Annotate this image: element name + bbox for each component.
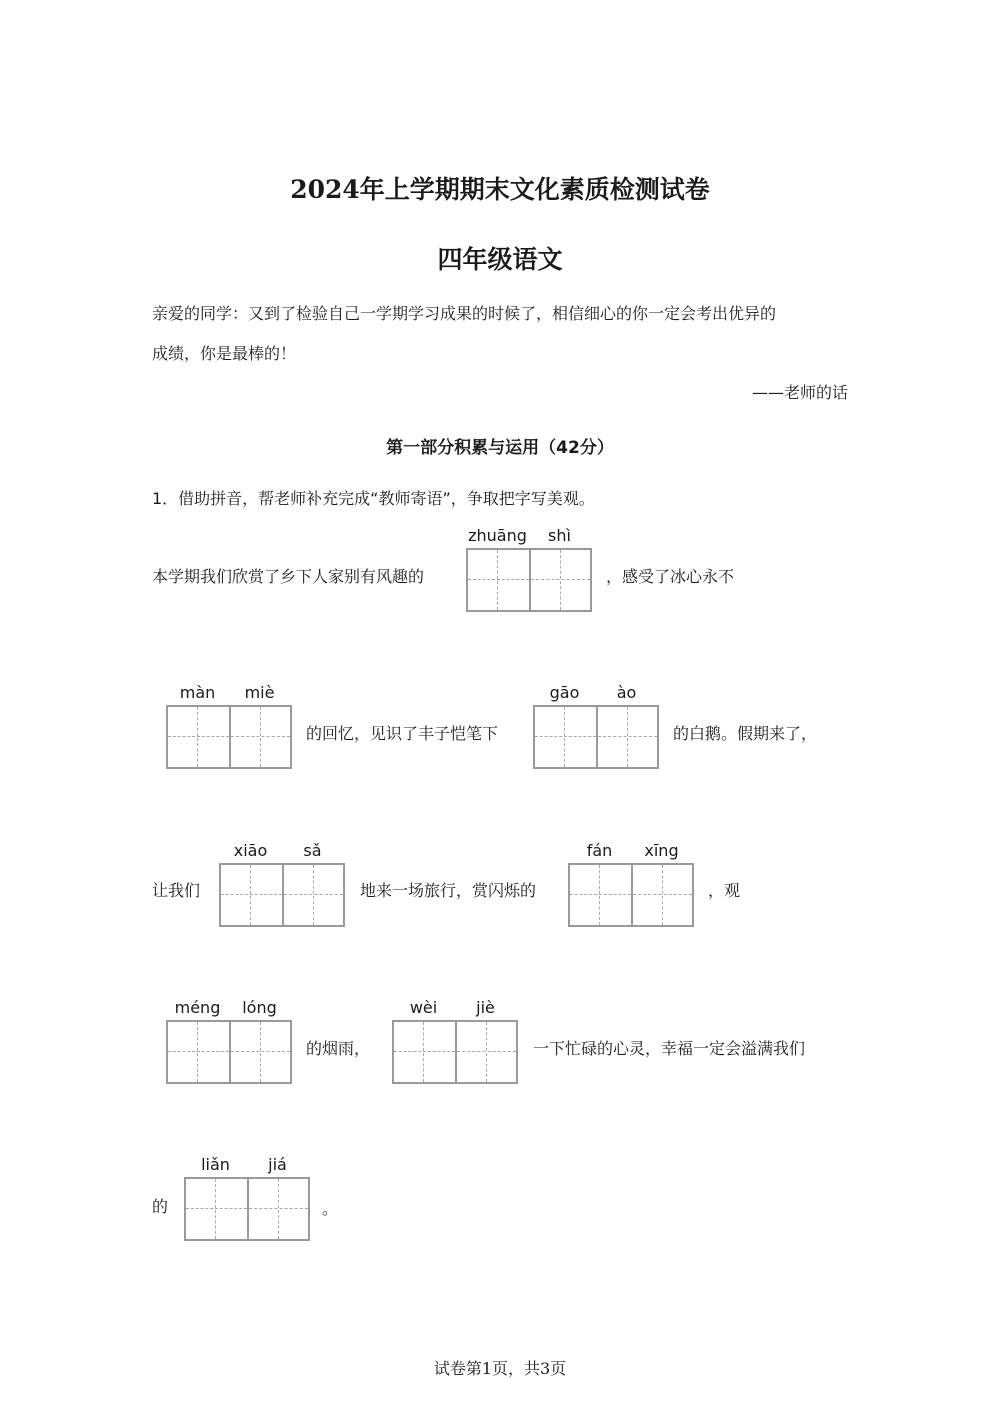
- writing-cell[interactable]: [186, 1179, 247, 1239]
- pinyin-label: gāo: [549, 683, 580, 702]
- q1-text-10: 的: [152, 1197, 169, 1216]
- writing-cell[interactable]: [596, 707, 657, 767]
- pinyin-label: liǎn: [201, 1155, 230, 1174]
- q1-text-9: 一下忙碌的心灵，幸福一定会溢满我们: [533, 1039, 806, 1058]
- writing-cell[interactable]: [570, 865, 631, 925]
- intro-line-2: 成绩，你是最棒的！: [152, 344, 297, 363]
- teacher-signature: ——老师的话: [751, 383, 848, 402]
- q1-text-7: ，观: [708, 881, 741, 900]
- q1-text-11: 。: [322, 1199, 339, 1218]
- writing-cell[interactable]: [468, 550, 529, 610]
- writing-cell[interactable]: [282, 865, 343, 925]
- writing-grid-zhuangshi[interactable]: [466, 548, 592, 612]
- q1-text-3: 的回忆，见识了丰子恺笔下: [306, 724, 499, 743]
- pinyin-label: xīng: [644, 841, 679, 860]
- page-footer: 试卷第1页，共3页: [433, 1359, 567, 1378]
- pinyin-label: zhuāng: [468, 526, 527, 545]
- pinyin-label: xiāo: [233, 841, 268, 860]
- writing-cell[interactable]: [535, 707, 596, 767]
- pinyin-label: fán: [586, 841, 613, 860]
- writing-cell[interactable]: [168, 707, 229, 767]
- q1-text-1: 本学期我们欣赏了乡下人家别有风趣的: [152, 567, 425, 586]
- pinyin-label: jiè: [476, 998, 495, 1017]
- writing-grid-manmie[interactable]: [166, 705, 292, 769]
- exam-title: 2024年上学期期末文化素质检测试卷: [290, 175, 710, 204]
- writing-cell[interactable]: [394, 1022, 455, 1082]
- q1-text-6: 地来一场旅行，赏闪烁的: [360, 881, 537, 900]
- writing-grid-xiaosa[interactable]: [219, 863, 345, 927]
- intro-line-1: 亲爱的同学：又到了检验自己一学期学习成果的时候了，相信细心的你一定会考出优异的: [152, 304, 777, 323]
- pinyin-label: wèi: [409, 998, 438, 1017]
- pinyin-label: shì: [548, 526, 571, 545]
- q1-text-2: ，感受了冰心永不: [606, 567, 735, 586]
- exam-subtitle: 四年级语文: [437, 245, 563, 274]
- q1-text-8: 的烟雨，: [306, 1039, 371, 1058]
- pinyin-label: jiá: [268, 1155, 287, 1174]
- pinyin-label: ào: [616, 683, 637, 702]
- writing-grid-menglong[interactable]: [166, 1020, 292, 1084]
- writing-cell[interactable]: [529, 550, 590, 610]
- pinyin-label: màn: [179, 683, 216, 702]
- pinyin-label: méng: [174, 998, 221, 1017]
- writing-grid-lianjia[interactable]: [184, 1177, 310, 1241]
- section-title: 第一部分积累与运用（42分）: [386, 438, 614, 458]
- writing-grid-weijie[interactable]: [392, 1020, 518, 1084]
- writing-grid-fanxing[interactable]: [568, 863, 694, 927]
- writing-cell[interactable]: [229, 1022, 290, 1082]
- pinyin-label: lóng: [242, 998, 277, 1017]
- writing-cell[interactable]: [247, 1179, 308, 1239]
- writing-cell[interactable]: [168, 1022, 229, 1082]
- writing-grid-gaoao[interactable]: [533, 705, 659, 769]
- pinyin-label: sǎ: [303, 841, 322, 860]
- writing-cell[interactable]: [631, 865, 692, 925]
- writing-cell[interactable]: [221, 865, 282, 925]
- q1-text-4: 的白鹅。假期来了，: [673, 724, 818, 743]
- question-1-prompt: 1．借助拼音，帮老师补充完成“教师寄语”，争取把字写美观。: [152, 489, 595, 508]
- pinyin-label: miè: [244, 683, 275, 702]
- writing-cell[interactable]: [229, 707, 290, 767]
- q1-text-5: 让我们: [152, 881, 201, 900]
- writing-cell[interactable]: [455, 1022, 516, 1082]
